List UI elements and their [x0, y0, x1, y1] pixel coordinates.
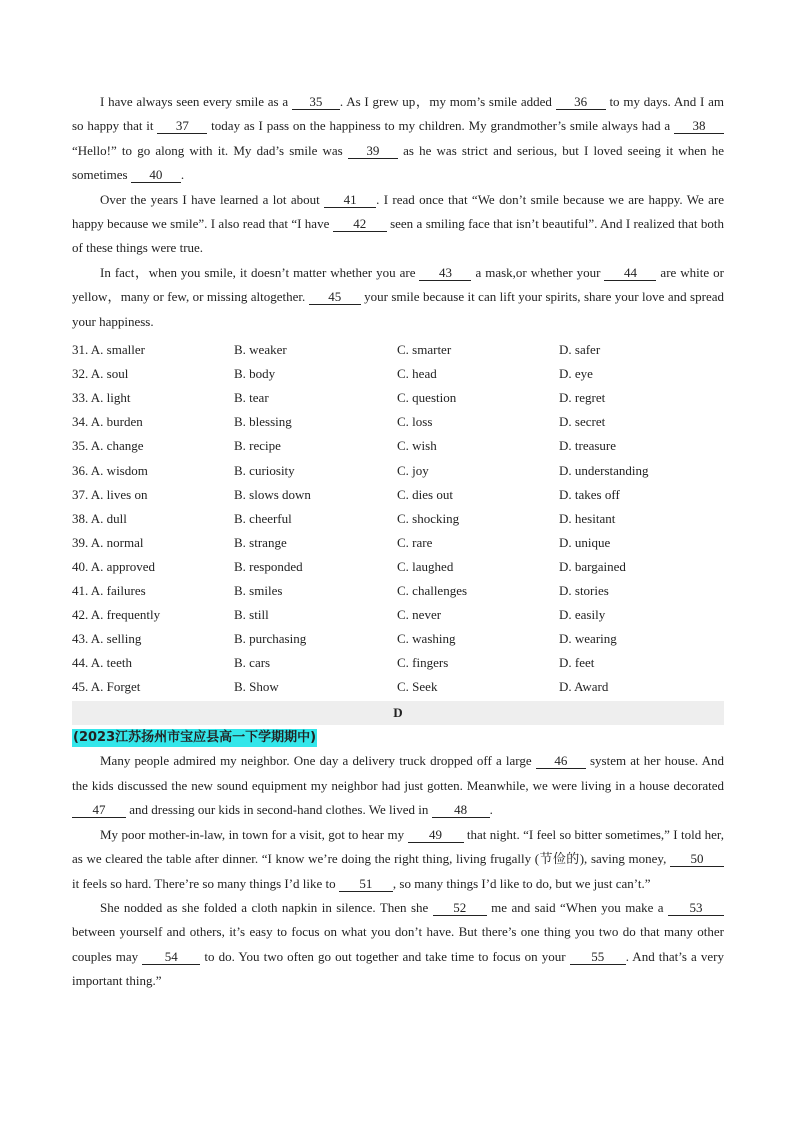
passage-d-paragraph-3: [72, 896, 724, 994]
option-a-cell: [72, 651, 234, 675]
option-a-cell: [72, 555, 234, 579]
option-d-cell: [559, 483, 620, 507]
option-b[interactable]: B. responded: [234, 558, 303, 574]
text: , so many things I’d like to do, but we just can’t.”: [392, 875, 651, 891]
option-d[interactable]: D. takes off: [559, 486, 620, 502]
option-row: [72, 675, 724, 699]
option-a[interactable]: A. lives on: [90, 486, 148, 502]
blank-38[interactable]: 38: [674, 118, 724, 134]
option-b-cell: [234, 483, 397, 507]
option-b[interactable]: B. purchasing: [234, 631, 307, 647]
text: are white or yellow，many or few, or missing altogether.: [72, 264, 724, 305]
question-number: 41.: [72, 583, 89, 598]
question-number: 38.: [72, 510, 89, 526]
text: to my days. And I am so happy that it: [72, 94, 725, 134]
document-page: [72, 90, 724, 994]
option-d[interactable]: D. eye: [559, 366, 593, 382]
option-b[interactable]: B. smiles: [234, 583, 283, 598]
option-a[interactable]: A. Forget: [90, 679, 141, 695]
option-c-cell: [397, 386, 559, 410]
option-c[interactable]: C. laughed: [397, 558, 454, 574]
option-a-cell: [72, 459, 234, 483]
option-a[interactable]: A. approved: [90, 558, 156, 574]
question-number: 42.: [72, 607, 89, 623]
text: . And that’s a very important thing.”: [72, 948, 724, 989]
option-d-cell: [559, 531, 610, 555]
option-row: [72, 434, 724, 458]
question-number: 37.: [72, 486, 89, 502]
option-a-cell: [72, 579, 234, 603]
text: Many people admired my neighbor. One day a delivery truck dropped off a large: [100, 753, 536, 769]
option-b-cell: [234, 386, 397, 410]
option-c[interactable]: C. never: [397, 607, 442, 623]
text: your smile because it can lift your spirits, share your love and spread your happiness.: [72, 289, 724, 329]
option-b-cell: [234, 627, 397, 651]
option-a[interactable]: A. teeth: [90, 655, 132, 671]
blank-36[interactable]: 36: [556, 94, 606, 110]
option-row: [72, 555, 724, 579]
option-b-cell: [234, 507, 397, 531]
option-b-cell: [234, 579, 397, 603]
option-b-cell: [234, 531, 397, 555]
option-d[interactable]: D. treasure: [559, 438, 617, 454]
option-a-cell: [72, 483, 234, 507]
option-a-cell: [72, 338, 234, 362]
text: I have always seen every smile as a: [100, 94, 292, 109]
question-number: 36.: [72, 462, 89, 478]
option-c-cell: [397, 362, 559, 386]
option-b[interactable]: B. still: [234, 607, 269, 623]
blank-50[interactable]: 50: [670, 851, 724, 867]
option-a-cell: [72, 507, 234, 531]
option-c[interactable]: C. question: [397, 390, 457, 406]
text: seen a smiling face that isn’t beautiful”. And I realized that both of these things were true.: [72, 216, 724, 256]
question-number: 39.: [72, 534, 89, 550]
option-a-cell: [72, 410, 234, 434]
text: She nodded as she folded a cloth napkin in silence. Then she: [100, 899, 433, 915]
option-b-cell: [234, 603, 397, 627]
blank-47[interactable]: 47: [72, 802, 126, 818]
option-d-cell: [559, 603, 605, 627]
option-c-cell: [397, 675, 559, 699]
blank-42[interactable]: 42: [333, 216, 387, 232]
option-c-cell: [397, 434, 559, 458]
option-a-cell: [72, 386, 234, 410]
text: “Hello!” to go along with it. My dad’s smile was: [72, 142, 348, 158]
option-d[interactable]: D. Award: [559, 679, 609, 695]
option-d[interactable]: D. understanding: [559, 462, 649, 478]
question-number: 43.: [72, 631, 89, 647]
option-b[interactable]: B. slows down: [234, 486, 311, 502]
option-a-cell: [72, 531, 234, 555]
passage-c-paragraph-2: [72, 188, 724, 261]
option-d[interactable]: D. safer: [559, 342, 601, 358]
option-row: [72, 651, 724, 675]
text: a mask,or whether your: [471, 264, 605, 280]
option-a[interactable]: A. change: [90, 438, 144, 454]
option-b[interactable]: B. curiosity: [234, 462, 295, 478]
option-c-cell: [397, 579, 559, 603]
option-b[interactable]: B. strange: [234, 534, 287, 550]
blank-54[interactable]: 54: [142, 949, 200, 965]
option-b[interactable]: B. cars: [234, 655, 271, 671]
source-tag: (2023江苏扬州市宝应县高一下学期期中): [73, 730, 317, 746]
text: In fact，when you smile, it doesn’t matter whether you are: [100, 264, 420, 280]
option-b[interactable]: B. weaker: [234, 342, 287, 358]
option-c[interactable]: C. rare: [397, 534, 433, 550]
blank-35[interactable]: 35: [292, 94, 340, 110]
option-c-cell: [397, 651, 559, 675]
option-c-cell: [397, 555, 559, 579]
option-b-cell: [234, 675, 397, 699]
option-b[interactable]: B. recipe: [234, 438, 281, 454]
blank-49[interactable]: 49: [408, 827, 464, 843]
blank-40[interactable]: 40: [131, 167, 181, 183]
question-number: 32.: [72, 366, 89, 382]
option-c[interactable]: C. dies out: [397, 486, 453, 502]
option-row: [72, 362, 724, 386]
option-d-cell: [559, 627, 617, 651]
option-d[interactable]: D. bargained: [559, 558, 626, 574]
options-list: [72, 338, 724, 699]
option-c[interactable]: C. head: [397, 366, 437, 382]
text: that night. “I feel so bitter sometimes,” I told her, as we cleared the table after dinner. “I know we’re doing the right thing, living frugally (节俭的), saving money,: [72, 826, 724, 867]
option-row: [72, 386, 724, 410]
passage-c-paragraph-1: [72, 90, 724, 188]
option-b-cell: [234, 434, 397, 458]
option-row: [72, 483, 724, 507]
option-d-cell: [559, 555, 626, 579]
blank-44[interactable]: 44: [604, 265, 656, 281]
option-c-cell: [397, 459, 559, 483]
section-d-header: D: [72, 701, 724, 725]
option-d[interactable]: D. wearing: [559, 631, 617, 647]
option-c-cell: [397, 338, 559, 362]
option-a[interactable]: A. normal: [90, 534, 144, 550]
blank-43[interactable]: 43: [419, 265, 471, 281]
blank-45[interactable]: 45: [309, 289, 361, 305]
option-row: [72, 603, 724, 627]
option-c-cell: [397, 531, 559, 555]
option-c-cell: [397, 507, 559, 531]
option-a-cell: [72, 362, 234, 386]
blank-52[interactable]: 52: [433, 900, 487, 916]
option-c[interactable]: C. challenges: [397, 583, 468, 598]
text: .: [180, 167, 185, 183]
option-a[interactable]: A. light: [90, 390, 131, 406]
text: . I read once that “We don’t smile because we are happy. We are happy because we smile”. I also read that “I have: [72, 191, 724, 232]
text: . As I grew up，my mom’s smile added: [339, 94, 556, 109]
option-a-cell: [72, 627, 234, 651]
option-d-cell: [559, 507, 615, 531]
option-d-cell: [559, 338, 600, 362]
option-b-cell: [234, 459, 397, 483]
text: and dressing our kids in second-hand clothes. We lived in: [126, 802, 432, 818]
passage-c-paragraph-3: [72, 261, 724, 334]
option-c-cell: [397, 627, 559, 651]
option-d-cell: [559, 459, 649, 483]
option-b-cell: [234, 651, 397, 675]
option-row: [72, 459, 724, 483]
option-a[interactable]: A. soul: [90, 366, 129, 382]
option-b-cell: [234, 362, 397, 386]
blank-48[interactable]: 48: [432, 802, 490, 818]
option-a[interactable]: A. failures: [90, 583, 146, 598]
option-row: [72, 507, 724, 531]
option-b[interactable]: B. body: [234, 366, 276, 382]
option-row: [72, 338, 724, 362]
text: today as I pass on the happiness to my children. My grandmother’s smile always had a: [207, 118, 674, 134]
option-b-cell: [234, 555, 397, 579]
option-d-cell: [559, 434, 616, 458]
option-c[interactable]: C. washing: [397, 631, 456, 647]
question-number: 33.: [72, 390, 89, 406]
blank-39[interactable]: 39: [348, 143, 398, 159]
text: to do. You two often go out together and take time to focus on your: [200, 948, 570, 964]
blank-46[interactable]: 46: [536, 753, 586, 769]
option-c[interactable]: C. fingers: [397, 655, 449, 671]
text: between yourself and others, it’s easy to focus on what you don’t have. But there’s one thing you two do that many other couples may: [72, 924, 724, 964]
option-a[interactable]: A. selling: [90, 631, 142, 647]
text: Over the years I have learned a lot about: [100, 191, 325, 207]
passage-d-paragraph-1: [72, 749, 724, 822]
option-d-cell: [559, 579, 609, 603]
option-a-cell: [72, 675, 234, 699]
option-d[interactable]: D. stories: [559, 583, 609, 598]
passage-d-paragraph-2: [72, 823, 724, 896]
text: it feels so hard. There’re so many things I’d like to: [72, 875, 339, 891]
option-d[interactable]: D. regret: [559, 390, 606, 406]
text: me and said “When you make a: [486, 899, 669, 915]
question-number: 44.: [72, 655, 89, 671]
option-c[interactable]: C. Seek: [397, 679, 438, 695]
option-c[interactable]: C. shocking: [397, 510, 460, 526]
question-number: 34.: [72, 414, 89, 430]
option-d[interactable]: D. unique: [559, 534, 611, 550]
option-c[interactable]: C. wish: [397, 438, 437, 454]
option-c-cell: [397, 410, 559, 434]
option-a-cell: [72, 603, 234, 627]
option-c-cell: [397, 603, 559, 627]
option-b-cell: [234, 338, 397, 362]
option-b[interactable]: B. tear: [234, 390, 269, 406]
option-b-cell: [234, 410, 397, 434]
option-d[interactable]: D. hesitant: [559, 510, 616, 526]
option-c[interactable]: C. smarter: [397, 342, 452, 358]
option-c-cell: [397, 483, 559, 507]
option-row: [72, 531, 724, 555]
option-b[interactable]: B. blessing: [234, 414, 292, 430]
option-a[interactable]: A. burden: [90, 414, 143, 430]
option-row: [72, 627, 724, 651]
option-d[interactable]: D. feet: [559, 655, 595, 671]
option-c[interactable]: C. joy: [397, 462, 429, 478]
option-a[interactable]: A. frequently: [90, 607, 161, 623]
blank-51[interactable]: 51: [339, 876, 393, 892]
blank-41[interactable]: 41: [324, 192, 376, 208]
option-a-cell: [72, 434, 234, 458]
option-a[interactable]: A. dull: [90, 510, 127, 526]
text: .: [489, 802, 493, 818]
question-number: 31.: [72, 342, 89, 358]
option-d-cell: [559, 675, 608, 699]
text: system at her house. And the kids discussed the new sound equipment my neighbor had just gotten. Meanwhile, we were living in a house decorated: [72, 753, 724, 793]
option-c[interactable]: C. loss: [397, 414, 433, 430]
option-b[interactable]: B. Show: [234, 679, 279, 695]
question-number: 40.: [72, 558, 89, 574]
blank-37[interactable]: 37: [157, 118, 207, 134]
question-number: 45.: [72, 679, 89, 695]
blank-55[interactable]: 55: [570, 949, 626, 965]
question-number: 35.: [72, 438, 89, 454]
option-d-cell: [559, 386, 605, 410]
option-a[interactable]: A. wisdom: [90, 462, 148, 478]
option-d[interactable]: D. secret: [559, 414, 606, 430]
option-d-cell: [559, 651, 594, 675]
option-d[interactable]: D. easily: [559, 607, 606, 623]
option-d-cell: [559, 410, 605, 434]
blank-53[interactable]: 53: [668, 900, 724, 916]
option-b[interactable]: B. cheerful: [234, 510, 292, 526]
text: as he was strict and serious, but I loved seeing it when he sometimes: [72, 142, 724, 183]
option-row: [72, 579, 724, 603]
option-a[interactable]: A. smaller: [90, 342, 145, 358]
option-row: [72, 410, 724, 434]
option-d-cell: [559, 362, 593, 386]
text: My poor mother-in-law, in town for a visit, got to hear my: [100, 826, 408, 842]
